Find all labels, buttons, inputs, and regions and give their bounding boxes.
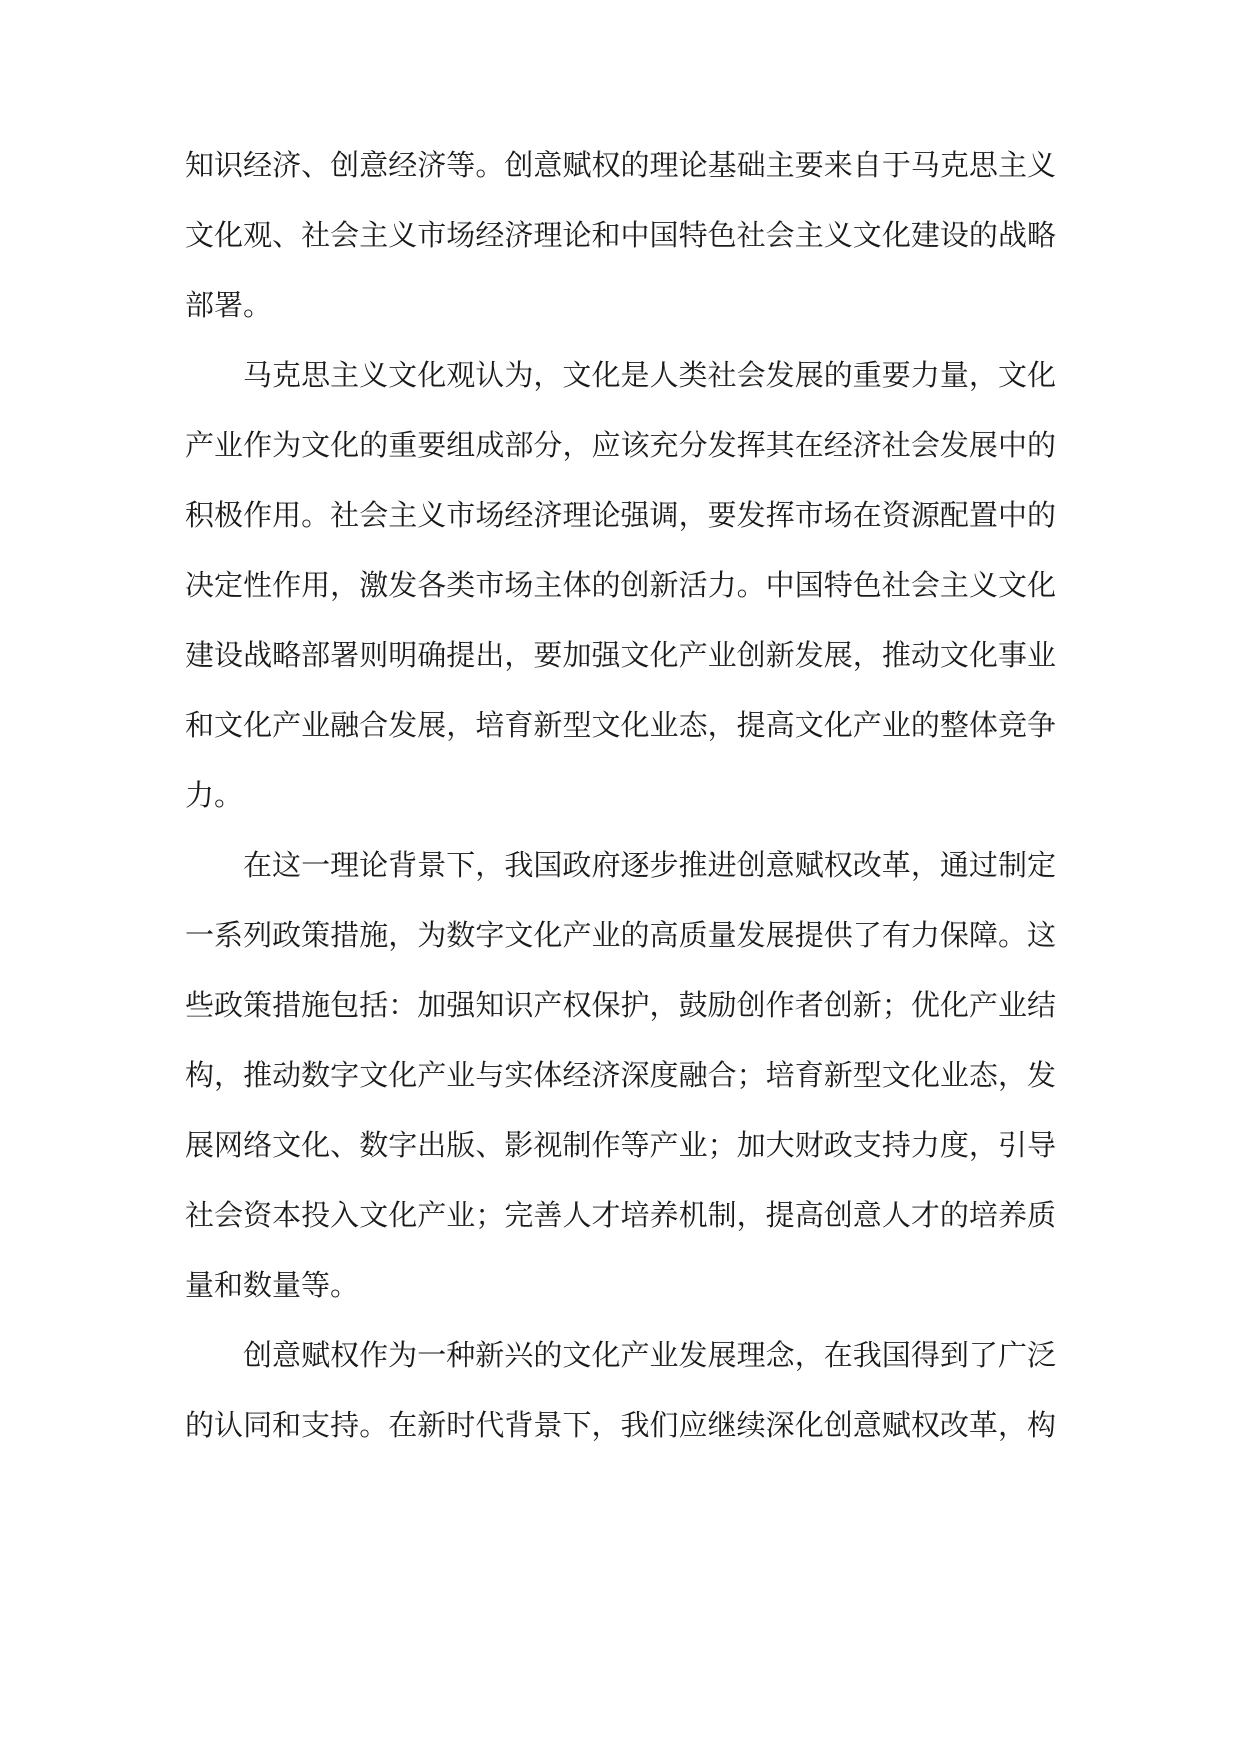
- paragraph-3-line-4: 构，推动数字文化产业与实体经济深度融合；培育新型文化业态，发: [185, 1058, 1056, 1092]
- paragraph-3-line-1: 在这一理论背景下，我国政府逐步推进创意赋权改革，通过制定: [243, 848, 1056, 882]
- paragraph-3-line-2: 一系列政策措施，为数字文化产业的高质量发展提供了有力保障。这: [185, 918, 1056, 952]
- paragraph-3-line-7: 量和数量等。: [185, 1268, 360, 1302]
- paragraph-1-line-3: 部署。: [185, 288, 273, 322]
- paragraph-2-line-2: 产业作为文化的重要组成部分，应该充分发挥其在经济社会发展中的: [185, 428, 1056, 462]
- paragraph-2-line-1: 马克思主义文化观认为，文化是人类社会发展的重要力量，文化: [243, 358, 1056, 392]
- paragraph-3-line-3: 些政策措施包括：加强知识产权保护，鼓励创作者创新；优化产业结: [185, 988, 1056, 1022]
- paragraph-3-line-5: 展网络文化、数字出版、影视制作等产业；加大财政支持力度，引导: [185, 1128, 1056, 1162]
- paragraph-2-line-7: 力。: [185, 778, 244, 812]
- paragraph-2-line-6: 和文化产业融合发展，培育新型文化业态，提高文化产业的整体竞争: [185, 708, 1056, 742]
- paragraph-4-line-1: 创意赋权作为一种新兴的文化产业发展理念，在我国得到了广泛: [243, 1338, 1056, 1372]
- paragraph-3-line-6: 社会资本投入文化产业；完善人才培养机制，提高创意人才的培养质: [185, 1198, 1056, 1232]
- body-text: [185, 130, 1056, 1460]
- paragraph-2-line-3: 积极作用。社会主义市场经济理论强调，要发挥市场在资源配置中的: [185, 498, 1056, 532]
- paragraph-2-line-5: 建设战略部署则明确提出，要加强文化产业创新发展，推动文化事业: [185, 638, 1056, 672]
- paragraph-2-line-4: 决定性作用，激发各类市场主体的创新活力。中国特色社会主义文化: [185, 568, 1056, 602]
- paragraph-4-line-2: 的认同和支持。在新时代背景下，我们应继续深化创意赋权改革，构: [185, 1408, 1056, 1442]
- paragraph-1-line-2: 文化观、社会主义市场经济理论和中国特色社会主义文化建设的战略: [185, 218, 1056, 252]
- paragraph-1-line-1: 知识经济、创意经济等。创意赋权的理论基础主要来自于马克思主义: [185, 148, 1056, 182]
